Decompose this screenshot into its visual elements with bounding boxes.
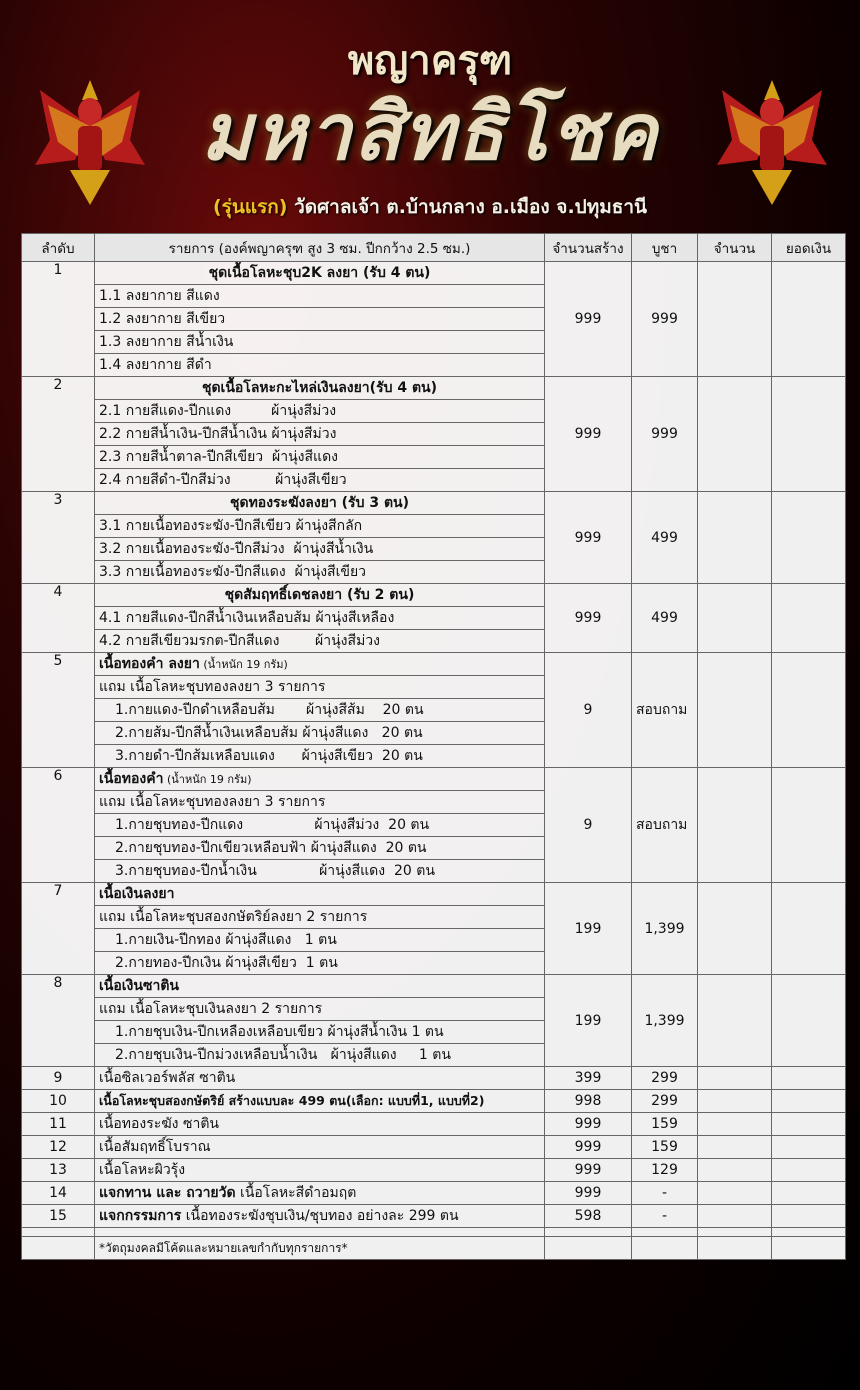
sub-item: 4.1 กายสีแดง-ปีกสีน้ำเงินเหลือบส้ม ผ้านุ่งสีเหลือง	[95, 607, 545, 630]
total-cell[interactable]	[772, 377, 846, 492]
group-title: ชุดสัมฤทธิ์เดชลงยา (รับ 2 ตน)	[95, 584, 545, 607]
total-cell[interactable]	[772, 1113, 846, 1136]
built-count: 999	[545, 377, 632, 492]
built-count: 999	[545, 262, 632, 377]
col-header-qty: จำนวน	[698, 234, 772, 262]
sub-item: 1.4 ลงยากาย สีดำ	[95, 354, 545, 377]
table-row	[22, 492, 846, 515]
weight-note: (น้ำหนัก 19 กรัม)	[163, 773, 252, 786]
garuda-emblem-right	[712, 70, 832, 210]
sub-item: 1.กายแดง-ปีกดำเหลือบส้ม ผ้านุ่งสีส้ม 20 ตน	[95, 699, 545, 722]
row-no: 13	[22, 1159, 95, 1182]
subtitle	[150, 192, 710, 222]
price: 499	[632, 492, 698, 584]
price: 999	[632, 262, 698, 377]
total-cell[interactable]	[772, 262, 846, 377]
qty-cell[interactable]	[698, 883, 772, 975]
row-no: 6	[22, 768, 95, 883]
item-label-rest: เนื้อโลหะสีดำอมฤต	[235, 1185, 357, 1201]
price: สอบถาม	[632, 653, 698, 768]
sub-item: 2.1 กายสีแดง-ปีกแดง ผ้านุ่งสีม่วง	[95, 400, 545, 423]
sub-item: 2.กายส้ม-ปีกสีน้ำเงินเหลือบส้ม ผ้านุ่งสีแดง 20 ตน	[95, 722, 545, 745]
generation-label: (รุ่นแรก)	[212, 196, 288, 218]
built-count: 999	[545, 1136, 632, 1159]
sub-item: 2.4 กายสีดำ-ปีกสีม่วง ผ้านุ่งสีเขียว	[95, 469, 545, 492]
gift-line: แถม เนื้อโลหะชุบเงินลงยา 2 รายการ	[95, 998, 545, 1021]
col-header-no: ลำดับ	[22, 234, 95, 262]
gift-line: แถม เนื้อโลหะชุบสองกษัตริย์ลงยา 2 รายการ	[95, 906, 545, 929]
item-name: เนื้อโลหะชุบสองกษัตริย์ สร้างแบบละ 499 ตน(เลือก: แบบที่1, แบบที่2)	[95, 1090, 545, 1113]
item-name: เนื้อทองระฆัง ซาติน	[95, 1113, 545, 1136]
qty-cell[interactable]	[698, 975, 772, 1067]
qty-cell[interactable]	[698, 1136, 772, 1159]
sub-item: 3.3 กายเนื้อทองระฆัง-ปีกสีแดง ผ้านุ่งสีเขียว	[95, 561, 545, 584]
row-no: 9	[22, 1067, 95, 1090]
item-label-bold: แจกทาน และ ถวายวัด	[99, 1185, 236, 1201]
group-title: เนื้อเงินลงยา	[95, 883, 545, 906]
table-row	[22, 1159, 846, 1182]
row-no: 10	[22, 1090, 95, 1113]
total-cell[interactable]	[772, 1182, 846, 1205]
built-count: 999	[545, 584, 632, 653]
total-cell[interactable]	[772, 1205, 846, 1228]
sub-item: 2.2 กายสีน้ำเงิน-ปีกสีน้ำเงิน ผ้านุ่งสีม่วง	[95, 423, 545, 446]
qty-cell[interactable]	[698, 768, 772, 883]
col-header-built: จำนวนสร้าง	[545, 234, 632, 262]
item-label-rest: เนื้อทองระฆังชุบเงิน/ชุบทอง อย่างละ 299 ตน	[181, 1208, 459, 1224]
price: 1,399	[632, 975, 698, 1067]
item-label-bold: แจกกรรมการ	[99, 1208, 182, 1224]
table-row	[22, 1182, 846, 1205]
sub-item: 3.1 กายเนื้อทองระฆัง-ปีกสีเขียว ผ้านุ่งสีกลัก	[95, 515, 545, 538]
sub-item: 2.กายทอง-ปีกเงิน ผ้านุ่งสีเขียว 1 ตน	[95, 952, 545, 975]
group-title: ชุดทองระฆังลงยา (รับ 3 ตน)	[95, 492, 545, 515]
price: -	[632, 1205, 698, 1228]
item-title: เนื้อทองคำ	[99, 771, 164, 787]
header	[0, 0, 860, 230]
spacer-row	[22, 1228, 846, 1237]
built-count: 9	[545, 768, 632, 883]
total-cell[interactable]	[772, 1067, 846, 1090]
price: -	[632, 1182, 698, 1205]
built-count: 999	[545, 1159, 632, 1182]
table-header-row	[22, 234, 846, 262]
sub-item: 4.2 กายสีเขียวมรกต-ปีกสีแดง ผ้านุ่งสีม่วง	[95, 630, 545, 653]
price: สอบถาม	[632, 768, 698, 883]
item-name: เนื้อสัมฤทธิ์โบราณ	[95, 1136, 545, 1159]
table-row	[22, 584, 846, 607]
price: 999	[632, 377, 698, 492]
sub-item: 2.3 กายสีน้ำตาล-ปีกสีเขียว ผ้านุ่งสีแดง	[95, 446, 545, 469]
price: 129	[632, 1159, 698, 1182]
table-row	[22, 1136, 846, 1159]
group-title	[95, 768, 545, 791]
row-no: 3	[22, 492, 95, 584]
qty-cell[interactable]	[698, 262, 772, 377]
total-cell[interactable]	[772, 584, 846, 653]
garuda-emblem-left	[30, 70, 150, 210]
price: 299	[632, 1067, 698, 1090]
item-name: เนื้อโลหะผิวรุ้ง	[95, 1159, 545, 1182]
temple-location: วัดศาลเจ้า ต.บ้านกลาง อ.เมือง จ.ปทุมธานี	[287, 196, 648, 218]
sub-item: 1.1 ลงยากาย สีแดง	[95, 285, 545, 308]
item-name	[95, 1205, 545, 1228]
total-cell[interactable]	[772, 883, 846, 975]
row-no: 7	[22, 883, 95, 975]
group-title: ชุดเนื้อโลหะชุบ2K ลงยา (รับ 4 ตน)	[95, 262, 545, 285]
qty-cell[interactable]	[698, 1090, 772, 1113]
price: 1,399	[632, 883, 698, 975]
row-no: 15	[22, 1205, 95, 1228]
col-header-item: รายการ (องค์พญาครุฑ สูง 3 ซม. ปีกกว้าง 2.5 ซม.)	[95, 234, 545, 262]
row-no: 1	[22, 262, 95, 377]
built-count: 998	[545, 1090, 632, 1113]
footnote: *วัตถุมงคลมีโค้ดและหมายเลขกำกับทุกรายการ*	[95, 1237, 545, 1260]
total-cell[interactable]	[772, 1159, 846, 1182]
col-header-price: บูชา	[632, 234, 698, 262]
row-no: 5	[22, 653, 95, 768]
sub-item: 1.3 ลงยากาย สีน้ำเงิน	[95, 331, 545, 354]
title-main: มหาสิทธิโชค	[200, 87, 660, 178]
sub-item: 3.กายดำ-ปีกส้มเหลือบแดง ผ้านุ่งสีเขียว 20 ตน	[95, 745, 545, 768]
table-row	[22, 377, 846, 400]
price: 159	[632, 1113, 698, 1136]
qty-cell[interactable]	[698, 1159, 772, 1182]
built-count: 999	[545, 492, 632, 584]
sub-item: 1.กายชุบเงิน-ปีกเหลืองเหลือบเขียว ผ้านุ่งสีน้ำเงิน 1 ตน	[95, 1021, 545, 1044]
sub-item: 2.กายชุบเงิน-ปีกม่วงเหลือบน้ำเงิน ผ้านุ่งสีแดง 1 ตน	[95, 1044, 545, 1067]
built-count: 9	[545, 653, 632, 768]
table-row	[22, 1113, 846, 1136]
total-cell[interactable]	[772, 975, 846, 1067]
table-row	[22, 883, 846, 906]
gift-line: แถม เนื้อโลหะชุบทองลงยา 3 รายการ	[95, 791, 545, 814]
table-row	[22, 768, 846, 791]
total-cell[interactable]	[772, 492, 846, 584]
built-count: 999	[545, 1182, 632, 1205]
group-title	[95, 653, 545, 676]
price-table	[21, 233, 846, 1260]
table-row	[22, 1067, 846, 1090]
row-no: 8	[22, 975, 95, 1067]
sub-item: 3.กายชุบทอง-ปีกน้ำเงิน ผ้านุ่งสีแดง 20 ตน	[95, 860, 545, 883]
group-title: ชุดเนื้อโลหะกะไหล่เงินลงยา(รับ 4 ตน)	[95, 377, 545, 400]
built-count: 199	[545, 975, 632, 1067]
item-name: เนื้อซิลเวอร์พลัส ซาติน	[95, 1067, 545, 1090]
item-name	[95, 1182, 545, 1205]
sub-item: 1.2 ลงยากาย สีเขียว	[95, 308, 545, 331]
total-cell[interactable]	[772, 1136, 846, 1159]
price: 299	[632, 1090, 698, 1113]
price: 499	[632, 584, 698, 653]
table-row	[22, 1205, 846, 1228]
qty-cell[interactable]	[698, 1205, 772, 1228]
sub-item: 1.กายชุบทอง-ปีกแดง ผ้านุ่งสีม่วง 20 ตน	[95, 814, 545, 837]
qty-cell[interactable]	[698, 584, 772, 653]
table-row	[22, 1090, 846, 1113]
qty-cell[interactable]	[698, 1182, 772, 1205]
row-no: 12	[22, 1136, 95, 1159]
title-small: พญาครุฑ	[347, 37, 513, 84]
built-count: 199	[545, 883, 632, 975]
row-no: 14	[22, 1182, 95, 1205]
total-cell[interactable]	[772, 1090, 846, 1113]
price: 159	[632, 1136, 698, 1159]
row-no: 2	[22, 377, 95, 492]
weight-note: (น้ำหนัก 19 กรัม)	[199, 658, 288, 671]
item-title: เนื้อทองคำ ลงยา	[99, 656, 200, 672]
qty-cell[interactable]	[698, 1113, 772, 1136]
total-cell[interactable]	[772, 653, 846, 768]
qty-cell[interactable]	[698, 492, 772, 584]
note-row	[22, 1237, 846, 1260]
gift-line: แถม เนื้อโลหะชุบทองลงยา 3 รายการ	[95, 676, 545, 699]
sub-item: 2.กายชุบทอง-ปีกเขียวเหลือบฟ้า ผ้านุ่งสีแดง 20 ตน	[95, 837, 545, 860]
qty-cell[interactable]	[698, 1067, 772, 1090]
table-row	[22, 262, 846, 285]
row-no: 4	[22, 584, 95, 653]
col-header-total: ยอดเงิน	[772, 234, 846, 262]
built-count: 598	[545, 1205, 632, 1228]
qty-cell[interactable]	[698, 377, 772, 492]
sub-item: 1.กายเงิน-ปีกทอง ผ้านุ่งสีแดง 1 ตน	[95, 929, 545, 952]
group-title: เนื้อเงินซาติน	[95, 975, 545, 998]
qty-cell[interactable]	[698, 653, 772, 768]
row-no: 11	[22, 1113, 95, 1136]
total-cell[interactable]	[772, 768, 846, 883]
table-row	[22, 653, 846, 676]
built-count: 399	[545, 1067, 632, 1090]
built-count: 999	[545, 1113, 632, 1136]
sub-item: 3.2 กายเนื้อทองระฆัง-ปีกสีม่วง ผ้านุ่งสีน้ำเงิน	[95, 538, 545, 561]
table-row	[22, 975, 846, 998]
